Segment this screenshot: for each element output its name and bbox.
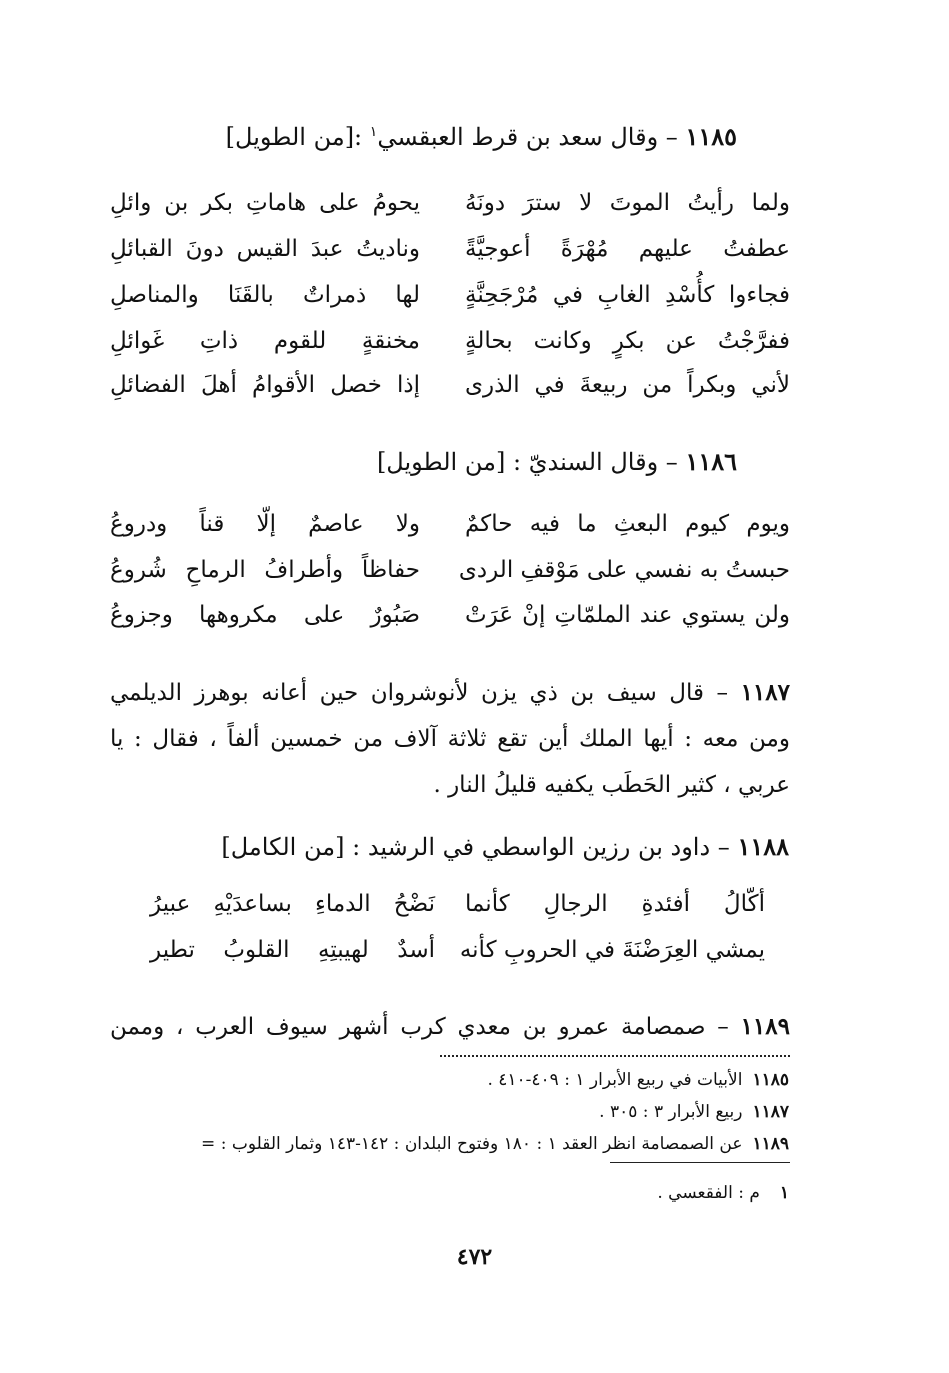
entry-number: ١١٨٥	[685, 122, 737, 151]
verse-first-hemistich: ويوم كيوم البعثِ ما فيه حاكمٌ	[465, 511, 790, 537]
entry-1186-heading	[377, 447, 737, 476]
prose-text: ومن معه : أيها الملك أين تقع ثلاثة آلاف من خمسين ألفاً ، فقال : يا	[110, 726, 790, 752]
meter-label: : [من الكامل]	[221, 833, 361, 861]
note-text: عن الصمصامة انظر العقد ١ : ١٨٠ وفتوح البلدان : ١٤٢-١٤٣ وثمار القلوب : =	[201, 1134, 743, 1154]
entry-heading-text: – داود بن رزين الواسطي في الرشيد	[367, 833, 730, 861]
verse-second-hemistich: وناديتُ عبدَ القيس دونَ القبائلِ	[110, 236, 420, 262]
notes-separator	[440, 1055, 790, 1057]
verse-first-hemistich: لأني وبكراً من ربيعةَ في الذرى	[465, 372, 790, 398]
verse-first-hemistich: ولما رأيتُ الموتَ لا سترَ دونَهُ	[465, 190, 790, 216]
prose-line	[110, 679, 790, 706]
entry-number: ١١٨٧	[740, 679, 790, 706]
verse-line	[110, 321, 790, 361]
verse-second-hemistich: مخنقةٍ للقوم ذاتِ غَوائلِ	[110, 328, 420, 354]
verse-first-hemistich: ولن يستوي عند الملمّاتِ إنْ عَرَتْ	[465, 602, 790, 628]
source-note	[599, 1102, 789, 1122]
verse-line	[110, 229, 790, 269]
footnote-rule	[610, 1162, 790, 1163]
note-number: ١١٨٥	[752, 1070, 789, 1090]
verse-second-hemistich: لها ذمراتٌ بالقَنَا والمناصلِ	[110, 282, 420, 308]
prose-text: – صمصامة عمرو بن معدي كرب أشهر سيوف العرب ، وممن	[110, 1014, 729, 1040]
verse-first-hemistich: حبستُ به نفسي على مَوْقفِ الردى	[458, 557, 790, 583]
verse-second-hemistich: صَبُورٌ على مكروهها وجزوعُ	[110, 602, 420, 628]
entry-number: ١١٨٨	[737, 832, 789, 861]
footnote-text: م : الفقعسي .	[657, 1183, 760, 1203]
prose-line	[110, 772, 790, 798]
verse-line	[110, 275, 790, 315]
entry-1185-heading	[226, 122, 737, 151]
verse-first-hemistich: ففرَّجْتُ عن بكرٍ وكانت بحالةٍ	[465, 328, 790, 354]
verse-line	[110, 183, 790, 223]
verse-line	[110, 595, 790, 635]
footnote-mark: ١	[369, 124, 378, 140]
note-number: ١١٨٩	[752, 1134, 789, 1154]
meter-label: :[من الطويل]	[225, 123, 363, 151]
prose-text: – قال سيف بن ذي يزن لأنوشروان حين أعانه بوهرز الديلمي	[110, 680, 729, 706]
prose-line	[110, 1013, 790, 1040]
verse-line	[110, 504, 790, 544]
footnote	[657, 1183, 789, 1203]
verse-second-hemistich: نَضْحُ الدماءِ بساعدَيْهِ عبيرُ	[150, 891, 435, 917]
entry-heading-text: – وقال سعد بن قرط العبقسي	[377, 123, 678, 151]
note-text: ربيع الأبرار ٣ : ٣٠٥ .	[599, 1102, 743, 1122]
source-note	[201, 1134, 789, 1154]
verse-second-hemistich: أسدٌ لهيبتِهِ القلوبُ تطير	[150, 937, 435, 963]
note-text: الأبيات في ربيع الأبرار ١ : ٤٠٩-٤١٠ .	[487, 1070, 743, 1090]
meter-label: : [من الطويل]	[376, 448, 522, 476]
entry-heading-text: – وقال السنديّ	[528, 448, 678, 476]
prose-line	[110, 726, 790, 752]
source-note	[487, 1070, 789, 1090]
prose-text: عربي ، كثير الحَطَب يكفيه قليلُ النار .	[433, 772, 790, 798]
note-number: ١١٨٧	[752, 1102, 789, 1122]
footnote-number: ١	[779, 1183, 789, 1203]
entry-number: ١١٨٦	[685, 447, 737, 476]
entry-number: ١١٨٩	[740, 1013, 790, 1040]
verse-first-hemistich: يمشي العِرَضْنَةَ في الحروبِ كأنه	[459, 937, 765, 963]
verse-second-hemistich: ولا عاصمٌ إلّا قناً ودروعُ	[110, 511, 420, 537]
verse-second-hemistich: حفاظاً وأطرافُ الرماحِ شُروعُ	[110, 557, 420, 583]
verse-first-hemistich: فجاءوا كأُسْدِ الغابِ في مُرْجَحِنَّةٍ	[465, 282, 790, 308]
verse-first-hemistich: أكّالُ أفئدةِ الرجالِ كأنما	[465, 891, 765, 917]
verse-second-hemistich: إذا خصل الأقوامُ أهلَ الفضائلِ	[110, 372, 420, 398]
verse-second-hemistich: يحومُ على هاماتِ بكر بن وائلِ	[110, 190, 420, 216]
verse-line	[110, 365, 790, 405]
entry-1188-heading	[221, 832, 789, 861]
verse-first-hemistich: عطفتُ عليهم مُهْرَةً أعوجيَّةً	[465, 236, 790, 262]
verse-line	[150, 930, 765, 970]
verse-line	[150, 884, 765, 924]
verse-line	[110, 550, 790, 590]
page-number: ٤٧٢	[456, 1244, 493, 1270]
